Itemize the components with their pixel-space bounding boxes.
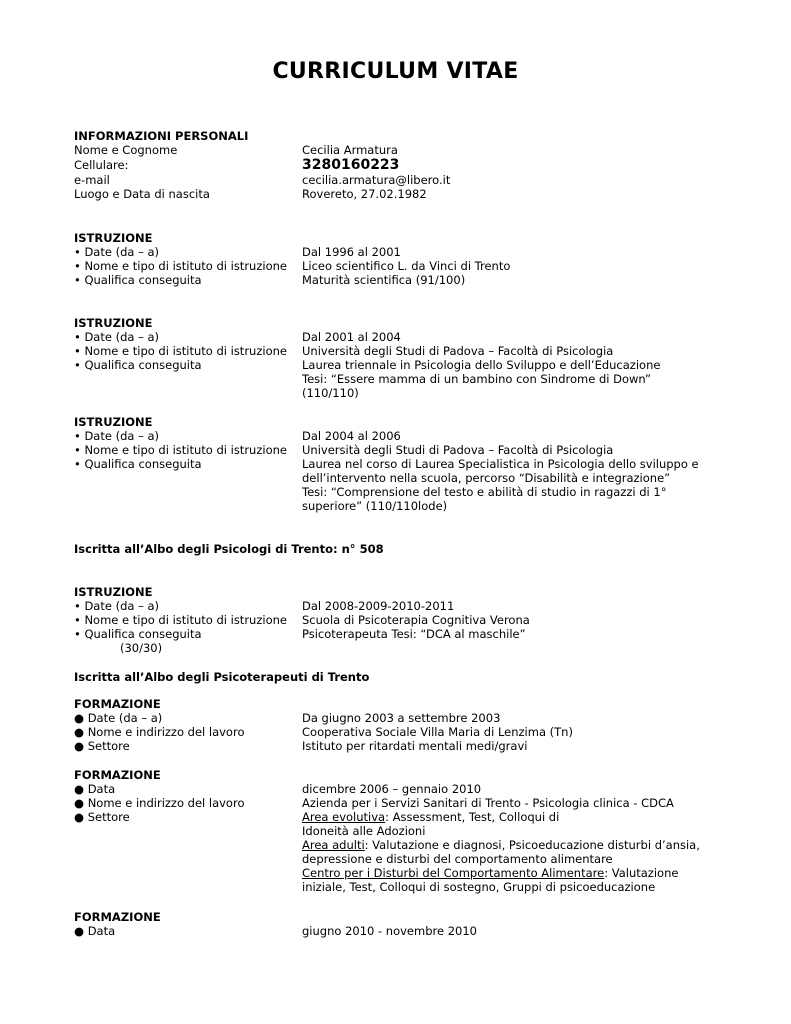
education-section-2 <box>74 316 734 400</box>
email-value: cecilia.armatura@libero.it <box>302 173 451 187</box>
sector-label: ● Settore <box>74 810 130 824</box>
date-label: ● Data <box>74 924 116 938</box>
section-heading: ISTRUZIONE <box>74 316 153 330</box>
institution-row <box>74 613 734 627</box>
institution-label: • Nome e tipo di istituto di istruzione <box>74 259 287 273</box>
date-row <box>74 924 734 938</box>
area-title: Centro per i Disturbi del Comportamento Alimentare <box>302 866 605 880</box>
sector-row <box>74 810 734 894</box>
education-section-3 <box>74 415 734 513</box>
grade-line: (110/110) <box>302 386 359 400</box>
employer-value: Cooperativa Sociale Villa Maria di Lenzima (Tn) <box>302 725 573 739</box>
date-value: giugno 2010 - novembre 2010 <box>302 924 477 938</box>
institution-value: Liceo scientifico L. da Vinci di Trento <box>302 259 511 273</box>
area-title: Area evolutiva <box>302 810 386 824</box>
date-row <box>74 782 734 796</box>
register-note-psychologists: Iscritta all’Albo degli Psicologi di Trento: n° 508 <box>74 542 384 556</box>
sector-value: Istituto per ritardati mentali medi/gravi <box>302 739 528 753</box>
phone-label: Cellulare: <box>74 158 129 172</box>
institution-label: • Nome e tipo di istituto di istruzione <box>74 443 287 457</box>
area-text: : Valutazione <box>604 866 679 880</box>
area-text: : Assessment, Test, Colloqui di <box>385 810 560 824</box>
institution-label: • Nome e tipo di istituto di istruzione <box>74 344 287 358</box>
institution-value: Scuola di Psicoterapia Cognitiva Verona <box>302 613 530 627</box>
date-row <box>74 599 734 613</box>
qualification-row <box>74 358 734 400</box>
date-value: Dal 2001 al 2004 <box>302 330 401 344</box>
date-label: • Date (da – a) <box>74 330 160 344</box>
institution-row <box>74 344 734 358</box>
phone-row <box>74 157 734 173</box>
document-title: CURRICULUM VITAE <box>272 59 519 84</box>
institution-label: • Nome e tipo di istituto di istruzione <box>74 613 287 627</box>
section-heading: ISTRUZIONE <box>74 415 153 429</box>
date-row <box>74 245 734 259</box>
qualification-value: Maturità scientifica (91/100) <box>302 273 466 287</box>
qualification-value <box>302 358 734 400</box>
grade-line: (30/30) <box>120 641 163 655</box>
name-label: Nome e Cognome <box>74 143 178 157</box>
institution-row <box>74 259 734 273</box>
sector-label: ● Settore <box>74 739 130 753</box>
thesis-line: superiore” (110/110lode) <box>302 499 448 513</box>
qualification-label: • Qualifica conseguita <box>74 627 202 641</box>
date-label: ● Date (da – a) <box>74 711 163 725</box>
qualification-value <box>302 457 734 513</box>
birth-row <box>74 187 734 201</box>
section-heading: ISTRUZIONE <box>74 585 153 599</box>
section-heading: FORMAZIONE <box>74 910 161 924</box>
date-row <box>74 711 734 725</box>
institution-row <box>74 443 734 457</box>
qualification-value: Psicoterapeuta Tesi: “DCA al maschile” <box>302 627 526 641</box>
date-value: Dal 1996 al 2001 <box>302 245 401 259</box>
date-label: • Date (da – a) <box>74 429 160 443</box>
area-text-line: iniziale, Test, Colloqui di sostegno, Gruppi di psicoeducazione <box>302 880 656 894</box>
date-label: • Date (da – a) <box>74 245 160 259</box>
date-label: • Date (da – a) <box>74 599 160 613</box>
birth-label: Luogo e Data di nascita <box>74 187 210 201</box>
personal-info-section <box>74 129 734 201</box>
date-value: Dal 2004 al 2006 <box>302 429 401 443</box>
section-heading: INFORMAZIONI PERSONALI <box>74 129 249 143</box>
employer-row <box>74 796 734 810</box>
training-section-2 <box>74 768 734 894</box>
employer-value: Azienda per i Servizi Sanitari di Trento - Psicologia clinica - CDCA <box>302 796 674 810</box>
area-text-line: Idoneità alle Adozioni <box>302 824 426 838</box>
employer-label: ● Nome e indirizzo del lavoro <box>74 796 245 810</box>
institution-value: Università degli Studi di Padova – Facoltà di Psicologia <box>302 344 614 358</box>
education-section-1 <box>74 231 734 287</box>
qualification-label: • Qualifica conseguita <box>74 457 202 471</box>
institution-value: Università degli Studi di Padova – Facoltà di Psicologia <box>302 443 614 457</box>
date-label: ● Data <box>74 782 116 796</box>
section-heading: FORMAZIONE <box>74 697 161 711</box>
training-section-3 <box>74 910 734 938</box>
phone-value: 3280160223 <box>302 157 400 173</box>
name-row <box>74 143 734 157</box>
birth-value: Rovereto, 27.02.1982 <box>302 187 427 201</box>
qualification-line: Laurea triennale in Psicologia dello Sviluppo e dell’Educazione <box>302 358 661 372</box>
qualification-row <box>74 273 734 287</box>
sector-value <box>302 810 734 894</box>
thesis-line: Tesi: “Comprensione del testo e abilità di studio in ragazzi di 1° <box>302 485 667 499</box>
section-heading: ISTRUZIONE <box>74 231 153 245</box>
education-section-4 <box>74 585 734 655</box>
qualification-row <box>74 457 734 513</box>
date-row <box>74 330 734 344</box>
employer-label: ● Nome e indirizzo del lavoro <box>74 725 245 739</box>
email-label: e-mail <box>74 173 110 187</box>
sector-row <box>74 739 734 753</box>
qualification-label: • Qualifica conseguita <box>74 358 202 372</box>
qualification-line: dell’intervento nella scuola, percorso “Disabilità e integrazione” <box>302 471 671 485</box>
qualification-row <box>74 627 734 641</box>
section-heading: FORMAZIONE <box>74 768 161 782</box>
area-text-line: depressione e disturbi del comportamento alimentare <box>302 852 613 866</box>
thesis-line: Tesi: “Essere mamma di un bambino con Sindrome di Down” <box>302 372 652 386</box>
area-evolutiva <box>302 810 734 824</box>
date-row <box>74 429 734 443</box>
qualification-line: Laurea nel corso di Laurea Specialistica in Psicologia dello sviluppo e <box>302 457 699 471</box>
date-value: dicembre 2006 – gennaio 2010 <box>302 782 482 796</box>
email-row <box>74 173 734 187</box>
area-title: Area adulti <box>302 838 365 852</box>
date-value: Dal 2008-2009-2010-2011 <box>302 599 455 613</box>
date-value: Da giugno 2003 a settembre 2003 <box>302 711 501 725</box>
employer-row <box>74 725 734 739</box>
register-note-psychotherapists: Iscritta all’Albo degli Psicoterapeuti di Trento <box>74 670 370 684</box>
name-value: Cecilia Armatura <box>302 143 398 157</box>
area-adulti <box>302 838 734 852</box>
area-cdca <box>302 866 734 880</box>
training-section-1 <box>74 697 734 753</box>
qualification-label: • Qualifica conseguita <box>74 273 202 287</box>
area-text: : Valutazione e diagnosi, Psicoeducazione disturbi d’ansia, <box>364 838 700 852</box>
